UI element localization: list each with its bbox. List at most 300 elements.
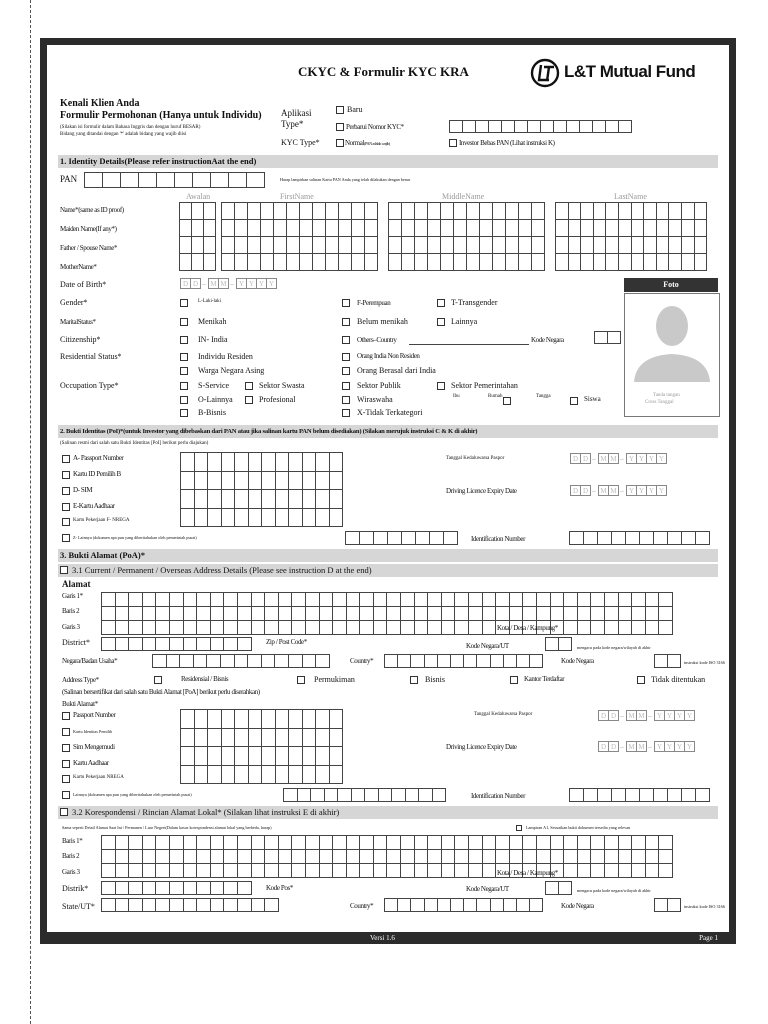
box-row[interactable]	[180, 709, 342, 729]
char-box[interactable]	[115, 898, 130, 912]
occ-professional-checkbox[interactable]	[245, 396, 253, 404]
char-box[interactable]	[115, 881, 130, 895]
char-box[interactable]	[315, 508, 330, 528]
char-box[interactable]	[275, 508, 290, 528]
char-box[interactable]	[518, 202, 532, 220]
char-box[interactable]	[695, 788, 710, 802]
char-box[interactable]	[128, 835, 143, 850]
char-box[interactable]	[681, 219, 695, 237]
char-box[interactable]	[414, 236, 428, 254]
char-box[interactable]	[427, 606, 442, 621]
char-box[interactable]	[286, 236, 300, 254]
char-box[interactable]	[639, 788, 654, 802]
char-box[interactable]	[645, 863, 660, 878]
char-box[interactable]	[590, 849, 605, 864]
char-box[interactable]	[440, 236, 454, 254]
date-box[interactable]: Y	[654, 741, 665, 752]
date-box[interactable]: M	[636, 741, 647, 752]
resident-checkbox[interactable]	[180, 353, 188, 361]
char-box[interactable]	[183, 898, 198, 912]
char-box[interactable]	[440, 253, 454, 271]
char-box[interactable]	[492, 219, 506, 237]
char-box[interactable]	[593, 236, 607, 254]
char-box[interactable]	[237, 863, 252, 878]
char-box[interactable]	[337, 788, 352, 802]
char-box[interactable]	[531, 236, 545, 254]
char-box[interactable]	[237, 881, 252, 895]
char-box[interactable]	[183, 835, 198, 850]
poi-passport-expiry-boxes[interactable]	[570, 453, 666, 464]
occ-private-checkbox[interactable]	[245, 382, 253, 390]
char-box[interactable]	[251, 898, 266, 912]
char-box[interactable]	[351, 253, 365, 271]
char-box[interactable]	[234, 219, 248, 237]
char-box[interactable]	[604, 620, 619, 635]
char-box[interactable]	[450, 898, 464, 912]
char-box[interactable]	[247, 236, 261, 254]
date-box[interactable]: M	[626, 741, 637, 752]
char-box[interactable]	[220, 654, 235, 668]
char-box[interactable]	[631, 202, 645, 220]
char-box[interactable]	[101, 606, 116, 621]
char-box[interactable]	[291, 620, 306, 635]
char-box[interactable]	[466, 219, 480, 237]
box-row[interactable]	[388, 219, 544, 237]
char-box[interactable]	[605, 236, 619, 254]
char-box[interactable]	[639, 531, 654, 545]
char-box[interactable]	[475, 120, 489, 133]
gender-male-checkbox[interactable]	[180, 299, 188, 307]
char-box[interactable]	[302, 489, 317, 509]
char-box[interactable]	[605, 120, 619, 133]
char-box[interactable]	[207, 709, 222, 729]
poa-dl-checkbox[interactable]	[62, 744, 70, 752]
char-box[interactable]	[482, 592, 497, 607]
char-box[interactable]	[234, 253, 248, 271]
date-box[interactable]: Y	[646, 453, 657, 464]
char-box[interactable]	[414, 606, 429, 621]
char-box[interactable]	[183, 881, 198, 895]
char-box[interactable]	[325, 219, 339, 237]
char-box[interactable]	[364, 253, 378, 271]
char-box[interactable]	[545, 881, 559, 895]
poa-passport-expiry-boxes[interactable]	[598, 710, 694, 721]
date-box[interactable]: Y	[236, 278, 247, 289]
char-box[interactable]	[563, 606, 578, 621]
char-box[interactable]	[566, 120, 580, 133]
corr-address-lines-boxes[interactable]	[101, 835, 672, 877]
poi-aadhaar-checkbox[interactable]	[62, 503, 70, 511]
char-box[interactable]	[418, 788, 433, 802]
char-box[interactable]	[492, 202, 506, 220]
char-box[interactable]	[223, 637, 238, 651]
char-box[interactable]	[424, 898, 438, 912]
char-box[interactable]	[618, 219, 632, 237]
char-box[interactable]	[115, 863, 130, 878]
char-box[interactable]	[550, 849, 565, 864]
char-box[interactable]	[495, 606, 510, 621]
char-box[interactable]	[329, 471, 344, 491]
char-box[interactable]	[234, 508, 249, 528]
char-box[interactable]	[509, 849, 524, 864]
date-box[interactable]: D	[570, 453, 581, 464]
char-box[interactable]	[275, 746, 290, 766]
char-box[interactable]	[518, 219, 532, 237]
date-box[interactable]: M	[636, 710, 647, 721]
poa-number-boxes[interactable]	[180, 709, 342, 783]
char-box[interactable]	[302, 765, 317, 785]
char-box[interactable]	[631, 592, 646, 607]
char-box[interactable]	[427, 592, 442, 607]
char-box[interactable]	[237, 620, 252, 635]
box-row[interactable]	[101, 592, 672, 607]
char-box[interactable]	[329, 452, 344, 472]
char-box[interactable]	[463, 654, 477, 668]
char-box[interactable]	[555, 236, 569, 254]
char-box[interactable]	[156, 172, 175, 188]
char-box[interactable]	[359, 620, 374, 635]
poa-aadhaar-checkbox[interactable]	[62, 760, 70, 768]
char-box[interactable]	[536, 592, 551, 607]
char-box[interactable]	[288, 728, 303, 748]
char-box[interactable]	[653, 531, 668, 545]
char-box[interactable]	[400, 606, 415, 621]
char-box[interactable]	[305, 592, 320, 607]
char-box[interactable]	[618, 849, 633, 864]
char-box[interactable]	[373, 849, 388, 864]
char-box[interactable]	[518, 236, 532, 254]
box-row[interactable]	[179, 202, 215, 220]
gender-transgender-checkbox[interactable]	[437, 299, 445, 307]
char-box[interactable]	[378, 788, 393, 802]
date-box[interactable]: M	[626, 710, 637, 721]
char-box[interactable]	[315, 728, 330, 748]
char-box[interactable]	[223, 881, 238, 895]
poa-id-number-boxes[interactable]	[569, 788, 709, 801]
char-box[interactable]	[169, 592, 184, 607]
poi-dl-expiry-boxes[interactable]	[570, 485, 666, 496]
char-box[interactable]	[658, 620, 673, 635]
char-box[interactable]	[319, 620, 334, 635]
char-box[interactable]	[505, 219, 519, 237]
char-box[interactable]	[540, 120, 554, 133]
char-box[interactable]	[210, 637, 225, 651]
char-box[interactable]	[142, 898, 157, 912]
char-box[interactable]	[207, 489, 222, 509]
char-box[interactable]	[302, 471, 317, 491]
char-box[interactable]	[210, 898, 225, 912]
char-box[interactable]	[453, 202, 467, 220]
box-row[interactable]	[180, 765, 342, 785]
char-box[interactable]	[142, 606, 157, 621]
occ-other-checkbox[interactable]	[180, 396, 188, 404]
char-box[interactable]	[329, 765, 344, 785]
country-state-boxes[interactable]	[152, 654, 329, 667]
poi-other-boxes[interactable]	[345, 531, 457, 544]
char-box[interactable]	[128, 637, 143, 651]
occ-self-employed-checkbox[interactable]	[342, 396, 350, 404]
char-box[interactable]	[102, 172, 121, 188]
char-box[interactable]	[509, 592, 524, 607]
char-box[interactable]	[332, 849, 347, 864]
char-box[interactable]	[332, 592, 347, 607]
poa-dl-expiry-boxes[interactable]	[598, 741, 694, 752]
char-box[interactable]	[203, 202, 216, 220]
char-box[interactable]	[261, 765, 276, 785]
char-box[interactable]	[441, 592, 456, 607]
box-row[interactable]	[180, 746, 342, 766]
char-box[interactable]	[388, 202, 402, 220]
char-box[interactable]	[329, 728, 344, 748]
char-box[interactable]	[604, 592, 619, 607]
char-box[interactable]	[302, 508, 317, 528]
box-row[interactable]	[384, 898, 542, 912]
char-box[interactable]	[410, 898, 424, 912]
char-box[interactable]	[654, 654, 668, 668]
date-box[interactable]: D	[608, 710, 619, 721]
pio-checkbox[interactable]	[342, 367, 350, 375]
char-box[interactable]	[210, 172, 229, 188]
char-box[interactable]	[115, 592, 130, 607]
char-box[interactable]	[84, 172, 103, 188]
char-box[interactable]	[288, 489, 303, 509]
char-box[interactable]	[288, 452, 303, 472]
char-box[interactable]	[288, 654, 303, 668]
char-box[interactable]	[223, 620, 238, 635]
char-box[interactable]	[479, 236, 493, 254]
char-box[interactable]	[401, 531, 416, 545]
char-box[interactable]	[210, 881, 225, 895]
char-box[interactable]	[414, 202, 428, 220]
char-box[interactable]	[166, 654, 181, 668]
char-box[interactable]	[555, 253, 569, 271]
date-box[interactable]: D	[598, 710, 609, 721]
address-32-checkbox[interactable]	[60, 808, 68, 816]
corr-state-code-boxes[interactable]	[545, 881, 571, 894]
char-box[interactable]	[373, 592, 388, 607]
char-box[interactable]	[234, 471, 249, 491]
char-box[interactable]	[414, 592, 429, 607]
char-box[interactable]	[278, 606, 293, 621]
char-box[interactable]	[509, 606, 524, 621]
poa-voter-checkbox[interactable]	[62, 728, 70, 736]
box-row[interactable]	[545, 881, 571, 895]
char-box[interactable]	[169, 637, 184, 651]
char-box[interactable]	[577, 835, 592, 850]
char-box[interactable]	[319, 863, 334, 878]
char-box[interactable]	[234, 489, 249, 509]
char-box[interactable]	[351, 788, 366, 802]
district-boxes[interactable]	[101, 637, 251, 650]
char-box[interactable]	[590, 863, 605, 878]
char-box[interactable]	[247, 219, 261, 237]
date-box[interactable]: M	[608, 453, 619, 464]
char-box[interactable]	[128, 849, 143, 864]
box-row[interactable]	[101, 849, 672, 864]
char-box[interactable]	[536, 606, 551, 621]
char-box[interactable]	[555, 202, 569, 220]
date-box[interactable]: Y	[684, 741, 695, 752]
char-box[interactable]	[237, 835, 252, 850]
char-box[interactable]	[386, 592, 401, 607]
char-box[interactable]	[373, 606, 388, 621]
box-row[interactable]	[388, 236, 544, 254]
char-box[interactable]	[234, 654, 249, 668]
char-box[interactable]	[545, 637, 559, 651]
char-box[interactable]	[264, 863, 279, 878]
char-box[interactable]	[305, 620, 320, 635]
char-box[interactable]	[359, 863, 374, 878]
char-box[interactable]	[221, 728, 236, 748]
char-box[interactable]	[568, 219, 582, 237]
char-box[interactable]	[579, 120, 593, 133]
char-box[interactable]	[569, 531, 584, 545]
char-box[interactable]	[373, 531, 388, 545]
char-box[interactable]	[180, 709, 195, 729]
char-box[interactable]	[656, 202, 670, 220]
char-box[interactable]	[305, 863, 320, 878]
char-box[interactable]	[194, 765, 209, 785]
char-box[interactable]	[440, 202, 454, 220]
char-box[interactable]	[384, 654, 398, 668]
char-box[interactable]	[210, 620, 225, 635]
single-checkbox[interactable]	[342, 318, 350, 326]
char-box[interactable]	[155, 637, 170, 651]
char-box[interactable]	[278, 849, 293, 864]
char-box[interactable]	[315, 489, 330, 509]
char-box[interactable]	[305, 606, 320, 621]
char-box[interactable]	[299, 236, 313, 254]
char-box[interactable]	[400, 849, 415, 864]
char-box[interactable]	[401, 253, 415, 271]
char-box[interactable]	[305, 835, 320, 850]
char-box[interactable]	[248, 709, 263, 729]
char-box[interactable]	[196, 863, 211, 878]
char-box[interactable]	[569, 788, 584, 802]
char-box[interactable]	[315, 654, 330, 668]
char-box[interactable]	[248, 489, 263, 509]
char-box[interactable]	[286, 202, 300, 220]
char-box[interactable]	[234, 728, 249, 748]
char-box[interactable]	[299, 219, 313, 237]
char-box[interactable]	[468, 592, 483, 607]
char-box[interactable]	[315, 746, 330, 766]
corr-state-boxes[interactable]	[101, 898, 278, 911]
char-box[interactable]	[261, 709, 276, 729]
box-row[interactable]	[449, 120, 631, 133]
char-box[interactable]	[550, 606, 565, 621]
char-box[interactable]	[315, 709, 330, 729]
char-box[interactable]	[115, 835, 130, 850]
char-box[interactable]	[315, 452, 330, 472]
char-box[interactable]	[694, 202, 708, 220]
char-box[interactable]	[607, 331, 621, 344]
char-box[interactable]	[577, 592, 592, 607]
char-box[interactable]	[631, 219, 645, 237]
char-box[interactable]	[643, 253, 657, 271]
date-box[interactable]: M	[608, 485, 619, 496]
char-box[interactable]	[482, 849, 497, 864]
char-box[interactable]	[645, 849, 660, 864]
date-box[interactable]: Y	[656, 453, 667, 464]
char-box[interactable]	[656, 236, 670, 254]
char-box[interactable]	[196, 835, 211, 850]
char-box[interactable]	[364, 236, 378, 254]
char-box[interactable]	[405, 788, 420, 802]
char-box[interactable]	[234, 746, 249, 766]
poi-other-checkbox[interactable]	[62, 534, 70, 542]
box-row[interactable]	[555, 236, 706, 254]
char-box[interactable]	[518, 253, 532, 271]
char-box[interactable]	[495, 835, 510, 850]
char-box[interactable]	[278, 592, 293, 607]
char-box[interactable]	[223, 863, 238, 878]
box-row[interactable]	[101, 637, 251, 651]
char-box[interactable]	[414, 219, 428, 237]
char-box[interactable]	[583, 788, 598, 802]
char-box[interactable]	[264, 849, 279, 864]
char-box[interactable]	[384, 898, 398, 912]
char-box[interactable]	[410, 654, 424, 668]
date-box[interactable]: Y	[246, 278, 257, 289]
char-box[interactable]	[312, 253, 326, 271]
char-box[interactable]	[128, 592, 143, 607]
char-box[interactable]	[346, 863, 361, 878]
poi-id-number-boxes[interactable]	[569, 531, 709, 544]
box-row[interactable]	[283, 788, 445, 802]
char-box[interactable]	[247, 654, 262, 668]
char-box[interactable]	[325, 253, 339, 271]
char-box[interactable]	[503, 654, 517, 668]
box-row[interactable]	[180, 728, 342, 748]
char-box[interactable]	[288, 746, 303, 766]
date-box[interactable]: D	[608, 741, 619, 752]
char-box[interactable]	[681, 788, 696, 802]
char-box[interactable]	[593, 202, 607, 220]
char-box[interactable]	[210, 835, 225, 850]
photo-box[interactable]	[624, 293, 720, 417]
char-box[interactable]	[454, 592, 469, 607]
char-box[interactable]	[386, 620, 401, 635]
box-row[interactable]	[555, 219, 706, 237]
char-box[interactable]	[625, 531, 640, 545]
char-box[interactable]	[536, 849, 551, 864]
char-box[interactable]	[291, 835, 306, 850]
char-box[interactable]	[667, 898, 681, 912]
char-box[interactable]	[221, 452, 236, 472]
box-row[interactable]	[179, 253, 215, 271]
char-box[interactable]	[590, 620, 605, 635]
char-box[interactable]	[338, 253, 352, 271]
char-box[interactable]	[359, 531, 374, 545]
char-box[interactable]	[505, 253, 519, 271]
char-box[interactable]	[563, 592, 578, 607]
char-box[interactable]	[364, 219, 378, 237]
char-box[interactable]	[400, 620, 415, 635]
char-box[interactable]	[152, 654, 167, 668]
char-box[interactable]	[169, 898, 184, 912]
char-box[interactable]	[373, 863, 388, 878]
char-box[interactable]	[516, 654, 530, 668]
address-lines-boxes[interactable]	[101, 592, 672, 634]
char-box[interactable]	[505, 202, 519, 220]
married-checkbox[interactable]	[180, 318, 188, 326]
box-row[interactable]	[179, 236, 215, 254]
char-box[interactable]	[643, 202, 657, 220]
char-box[interactable]	[194, 471, 209, 491]
char-box[interactable]	[568, 253, 582, 271]
char-box[interactable]	[286, 219, 300, 237]
